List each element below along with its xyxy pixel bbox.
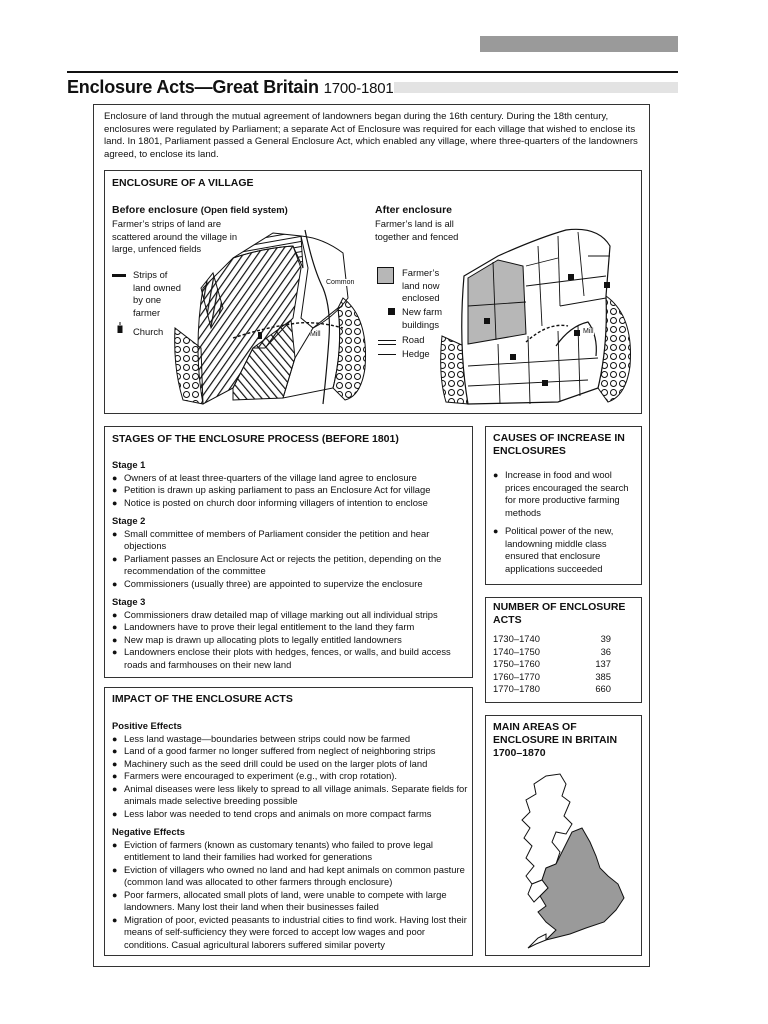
acts-count: 36	[600, 645, 611, 657]
list-item: ● Eviction of villagers who owned no land and had kept animals on common pasture (common land was allocated to other farmers through enclosure)	[112, 864, 469, 889]
acts-period: 1770–1780	[493, 683, 540, 695]
list-item: ● Animal diseases were less likely to spread to all village animals. Separate fields for animals made selective breeding possible	[112, 783, 469, 808]
list-item: ● Poor farmers, allocated small plots of land, were unable to compete with large landowners. Many lost their land when their businesses failed	[112, 889, 469, 914]
impact-heading: IMPACT OF THE ENCLOSURE ACTS	[112, 693, 293, 705]
causes-heading: CAUSES OF INCREASE IN ENCLOSURES	[493, 432, 625, 457]
list-item: ● Commissioners draw detailed map of village marking out all individual strips	[112, 609, 467, 622]
list-item: ● Machinery such as the seed drill could be used on the larger plots of land	[112, 758, 469, 771]
impact-panel	[104, 687, 473, 956]
road-line-icon	[378, 340, 396, 345]
positive-items	[112, 733, 469, 821]
church-icon	[115, 322, 125, 333]
map-label-common: Common	[326, 279, 355, 286]
stages-panel	[104, 426, 473, 678]
title-years: 1700-1801	[323, 80, 394, 97]
list-item: ● Owners of at least three-quarters of the village land agree to enclosure	[112, 472, 467, 485]
map-label-mill-before: Mill	[310, 331, 321, 338]
before-title-text: Before enclosure	[112, 204, 198, 216]
header-bar	[480, 36, 678, 52]
stage-items	[112, 472, 467, 510]
after-title: After enclosure	[375, 204, 453, 216]
stages-list	[112, 455, 467, 671]
acts-period: 1760–1770	[493, 670, 540, 682]
village-heading: ENCLOSURE OF A VILLAGE	[112, 177, 254, 189]
list-item: ● Commissioners (usually three) are appointed to supervize the enclosure	[112, 578, 467, 591]
acts-period: 1740–1750	[493, 645, 540, 657]
before-enclosure-map	[173, 228, 373, 408]
list-item: ● Landowners enclose their plots with hedges, fences, or walls, and build access roads and farmhouses on their new land	[112, 646, 467, 671]
list-item: ● Landowners have to prove their legal entitlement to the land they farm	[112, 621, 467, 634]
list-item: ● Land of a good farmer no longer suffered from neglect of neighboring strips	[112, 745, 469, 758]
list-item: ● Eviction of farmers (known as customary tenants) who failed to prove legal entitlement to land their families had worked for generations	[112, 839, 469, 864]
intro-paragraph: Enclosure of land through the mutual agreement of landowners began during the 16th century. During the 18th century, enclosures were regulated by Parliament; a separate Act of Enclosure was required for each village that wished to enclose its land. In 1801, Parliament passed a General Enclosure Act, which enabled any village, where three-quarters of the landowners agreed, to enclose its land.	[104, 111, 638, 160]
list-item: ● Small committee of members of Parliament consider the petition and hear objections	[112, 528, 467, 553]
before-subtitle: (Open field system)	[200, 204, 288, 215]
title-rule	[67, 71, 678, 73]
positive-label: Positive Effects	[112, 720, 182, 731]
list-item: ● Parliament passes an Enclosure Act or rejects the petition, depending on the recommendation of the committee	[112, 553, 467, 578]
acts-count: 137	[595, 658, 611, 670]
causes-list	[493, 469, 636, 575]
acts-panel	[485, 597, 642, 703]
legend-church-label: Church	[133, 326, 164, 337]
table-row	[493, 658, 611, 671]
legend-church	[112, 322, 163, 340]
areas-panel	[485, 715, 642, 956]
hedge-line-icon	[378, 354, 396, 355]
title-bar	[394, 82, 678, 93]
table-row	[493, 646, 611, 659]
impact-list	[112, 716, 469, 951]
list-item: ● Petition is drawn up asking parliament to pass an Enclosure Act for village	[112, 484, 467, 497]
village-panel	[104, 170, 642, 414]
acts-count: 39	[600, 633, 611, 644]
list-item: ● Less land wastage—boundaries between strips could now be farmed	[112, 733, 469, 746]
acts-count: 660	[595, 683, 611, 695]
enclosed-land-swatch	[377, 267, 394, 284]
list-item: ● Farmers were encouraged to experiment (e.g., with crop rotation).	[112, 770, 469, 783]
legend-road-label: Road	[402, 334, 425, 345]
negative-items	[112, 839, 469, 952]
legend-land-label: Farmer’s land now enclosed	[402, 267, 440, 303]
acts-period: 1730–1740	[493, 633, 540, 644]
stage-label: Stage 3	[112, 596, 146, 607]
farm-building-icon	[388, 308, 395, 315]
list-item: ● New map is drawn up allocating plots to legally entitled landowners	[112, 634, 467, 647]
stage-items	[112, 528, 467, 591]
before-title	[112, 204, 288, 216]
map-label-mill-after: Mill	[583, 328, 594, 335]
negative-label: Negative Effects	[112, 826, 185, 837]
after-description: Farmer’s land is all together and fenced	[375, 218, 459, 242]
stage-label: Stage 2	[112, 515, 146, 526]
acts-table	[493, 633, 611, 696]
strip-line-icon	[112, 274, 126, 277]
list-item: ● Less labor was needed to tend crops and animals on more compact farms	[112, 808, 469, 821]
stages-heading: STAGES OF THE ENCLOSURE PROCESS (BEFORE 1801)	[112, 433, 399, 445]
list-item: ● Increase in food and wool prices encouraged the search for more productive farming methods	[493, 469, 636, 519]
page-title	[67, 77, 394, 98]
list-item: ● Migration of poor, evicted peasants to industrial cities to find work. Having lost their means of self-sufficiency they were forced to accept low wages and poor conditions. Casual agricultural laborers suffered similar poverty	[112, 914, 469, 952]
table-row	[493, 633, 611, 646]
after-enclosure-map	[438, 226, 638, 408]
legend-strips-label: Strips of land owned by one farmer	[133, 269, 181, 318]
stage-label: Stage 1	[112, 459, 146, 470]
table-row	[493, 683, 611, 696]
causes-panel	[485, 426, 642, 585]
areas-heading: MAIN AREAS OF ENCLOSURE IN BRITAIN 1700–1870	[493, 721, 618, 759]
acts-heading: NUMBER OF ENCLOSURE ACTS	[493, 601, 626, 626]
before-description: Farmer’s strips of land are scattered around the village in large, unfenced fields	[112, 218, 238, 254]
britain-map	[516, 772, 636, 952]
acts-period: 1750–1760	[493, 658, 540, 670]
table-row	[493, 671, 611, 684]
list-item: ● Notice is posted on church door informing villagers of intention to enclose	[112, 497, 467, 510]
legend-hedge-label: Hedge	[402, 348, 430, 359]
title-text: Enclosure Acts—Great Britain	[67, 77, 319, 97]
legend-buildings-label: New farm buildings	[402, 306, 443, 330]
acts-count: 385	[595, 670, 611, 682]
list-item: ● Political power of the new, landowning middle class ensured that enclosure applications succeeded	[493, 525, 636, 575]
stage-items	[112, 609, 467, 672]
